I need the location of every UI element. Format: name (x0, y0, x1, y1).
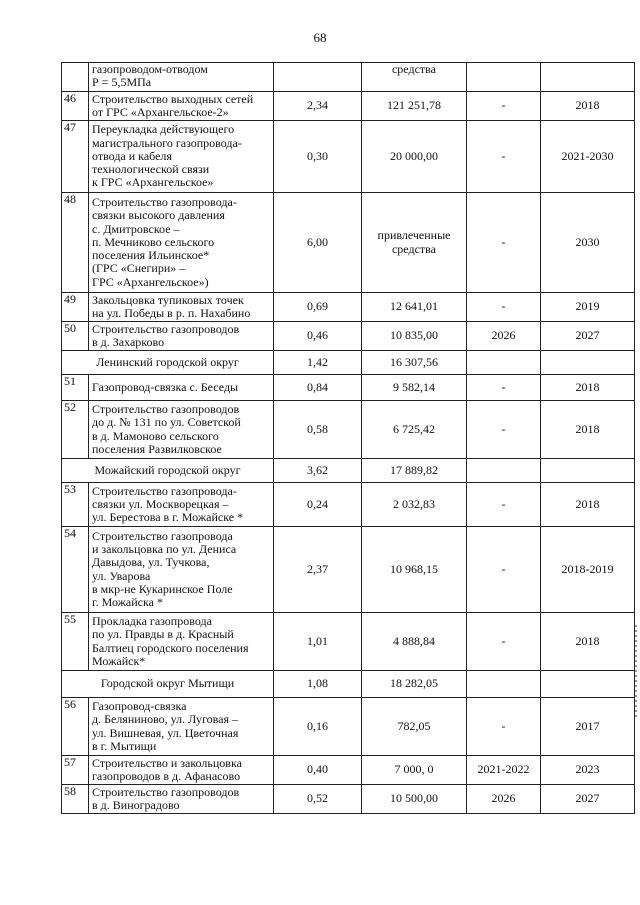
table-row (62, 121, 635, 193)
object-name-cell: Строительство газопровода- связки ул. Москворецкая – ул. Берестова в г. Можайске * (89, 483, 274, 527)
end-year-cell: 2021-2030 (541, 121, 635, 193)
end-year-cell (541, 63, 635, 92)
row-number-cell: 58 (62, 785, 89, 814)
district-name-cell: Ленинский городской округ (62, 351, 274, 375)
length-cell: 0,30 (274, 121, 362, 193)
length-cell: 0,46 (274, 322, 362, 351)
start-year-cell: - (467, 121, 541, 193)
table-row (62, 63, 635, 92)
length-cell: 3,62 (274, 459, 362, 483)
end-year-cell: 2018 (541, 401, 635, 459)
table-row (62, 698, 635, 756)
row-number-cell: 46 (62, 92, 89, 121)
row-number-cell: 54 (62, 527, 89, 613)
start-year-cell: - (467, 698, 541, 756)
table-row (62, 293, 635, 322)
end-year-cell: 2023 (541, 756, 635, 785)
row-number-cell: 57 (62, 756, 89, 785)
end-year-cell: 2018 (541, 375, 635, 401)
length-cell: 1,08 (274, 671, 362, 698)
cost-cell: 17 889,82 (362, 459, 467, 483)
start-year-cell: - (467, 375, 541, 401)
district-name-cell: Городской округ Мытищи (62, 671, 274, 698)
scan-edge-mark (635, 625, 637, 720)
table-row (62, 92, 635, 121)
end-year-cell: 2018 (541, 613, 635, 671)
table-row (62, 785, 635, 814)
cost-cell: 9 582,14 (362, 375, 467, 401)
end-year-cell: 2017 (541, 698, 635, 756)
start-year-cell: 2021-2022 (467, 756, 541, 785)
start-year-cell: 2026 (467, 785, 541, 814)
cost-cell: 121 251,78 (362, 92, 467, 121)
cost-cell: 4 888,84 (362, 613, 467, 671)
table-row (62, 375, 635, 401)
start-year-cell: - (467, 483, 541, 527)
row-number-cell: 50 (62, 322, 89, 351)
cost-cell: 10 968,15 (362, 527, 467, 613)
row-number-cell: 56 (62, 698, 89, 756)
object-name-cell: Строительство газопроводов до д. № 131 по ул. Советской в д. Мамоново сельского поселения Развилковское (89, 401, 274, 459)
empty-cell (467, 671, 541, 698)
cost-cell: 20 000,00 (362, 121, 467, 193)
length-cell: 0,24 (274, 483, 362, 527)
subtotal-row (62, 459, 635, 483)
cost-cell: 12 641,01 (362, 293, 467, 322)
cost-cell: привлеченные средства (362, 193, 467, 293)
table-row (62, 613, 635, 671)
page-number: 68 (313, 30, 327, 45)
table-row (62, 483, 635, 527)
empty-cell (467, 351, 541, 375)
length-cell: 0,69 (274, 293, 362, 322)
length-cell: 0,58 (274, 401, 362, 459)
row-number-cell: 53 (62, 483, 89, 527)
length-cell: 2,34 (274, 92, 362, 121)
empty-cell (541, 671, 635, 698)
cost-cell: 782,05 (362, 698, 467, 756)
start-year-cell: - (467, 613, 541, 671)
start-year-cell: - (467, 193, 541, 293)
table-row (62, 322, 635, 351)
cost-cell: 6 725,42 (362, 401, 467, 459)
length-cell: 0,40 (274, 756, 362, 785)
district-name-cell: Можайский городской округ (62, 459, 274, 483)
object-name-cell: Строительство выходных сетей от ГРС «Архангельское-2» (89, 92, 274, 121)
cost-cell: средства (362, 63, 467, 92)
cost-cell: 10 835,00 (362, 322, 467, 351)
row-number-cell: 48 (62, 193, 89, 293)
empty-cell (467, 459, 541, 483)
object-name-cell: Строительство газопровода и закольцовка по ул. Дениса Давыдова, ул. Тучкова, ул. Уварова в мкр-не Кукаринское Поле г. Можайска * (89, 527, 274, 613)
object-name-cell: Переукладка действующего магистрального газопровода- отвода и кабеля технологической связи к ГРС «Архангельское» (89, 121, 274, 193)
length-cell: 6,00 (274, 193, 362, 293)
end-year-cell: 2030 (541, 193, 635, 293)
table-body (62, 63, 635, 814)
row-number-cell: 51 (62, 375, 89, 401)
empty-cell (541, 459, 635, 483)
end-year-cell: 2027 (541, 785, 635, 814)
end-year-cell: 2019 (541, 293, 635, 322)
cost-cell: 10 500,00 (362, 785, 467, 814)
length-cell: 0,52 (274, 785, 362, 814)
length-cell: 2,37 (274, 527, 362, 613)
object-name-cell: Прокладка газопровода по ул. Правды в д. Красный Балтиец городского поселения Можайск* (89, 613, 274, 671)
end-year-cell: 2018-2019 (541, 527, 635, 613)
length-cell: 1,01 (274, 613, 362, 671)
cost-cell: 16 307,56 (362, 351, 467, 375)
object-name-cell: Строительство газопроводов в д. Захарково (89, 322, 274, 351)
row-number-cell: 49 (62, 293, 89, 322)
table-row (62, 193, 635, 293)
start-year-cell: - (467, 92, 541, 121)
length-cell: 0,84 (274, 375, 362, 401)
start-year-cell: - (467, 527, 541, 613)
end-year-cell: 2027 (541, 322, 635, 351)
start-year-cell (467, 63, 541, 92)
table-row (62, 401, 635, 459)
object-name-cell: Закольцовка тупиковых точек на ул. Победы в р. п. Нахабино (89, 293, 274, 322)
row-number-cell (62, 63, 89, 92)
start-year-cell: 2026 (467, 322, 541, 351)
length-cell: 0,16 (274, 698, 362, 756)
cost-cell: 7 000, 0 (362, 756, 467, 785)
end-year-cell: 2018 (541, 92, 635, 121)
object-name-cell: Строительство и закольцовка газопроводов в д. Афанасово (89, 756, 274, 785)
cost-cell: 18 282,05 (362, 671, 467, 698)
subtotal-row (62, 671, 635, 698)
start-year-cell: - (467, 293, 541, 322)
object-name-cell: Строительство газопровода- связки высокого давления с. Дмитровское – п. Мечниково сельского поселения Ильинское* (ГРС «Снегири» – ГРС «Архангельское») (89, 193, 274, 293)
object-name-cell: Газопровод-связка с. Беседы (89, 375, 274, 401)
end-year-cell: 2018 (541, 483, 635, 527)
length-cell (274, 63, 362, 92)
cost-cell: 2 032,83 (362, 483, 467, 527)
row-number-cell: 55 (62, 613, 89, 671)
object-name-cell: Газопровод-связка д. Беляниново, ул. Луговая – ул. Вишневая, ул. Цветочная в г. Мытищи (89, 698, 274, 756)
object-name-cell: газопроводом-отводом Р = 5,5МПа (89, 63, 274, 92)
row-number-cell: 47 (62, 121, 89, 193)
table-row (62, 756, 635, 785)
length-cell: 1,42 (274, 351, 362, 375)
object-name-cell: Строительство газопроводов в д. Виноградово (89, 785, 274, 814)
row-number-cell: 52 (62, 401, 89, 459)
start-year-cell: - (467, 401, 541, 459)
gas-pipeline-table (61, 62, 635, 814)
table-row (62, 527, 635, 613)
empty-cell (541, 351, 635, 375)
subtotal-row (62, 351, 635, 375)
